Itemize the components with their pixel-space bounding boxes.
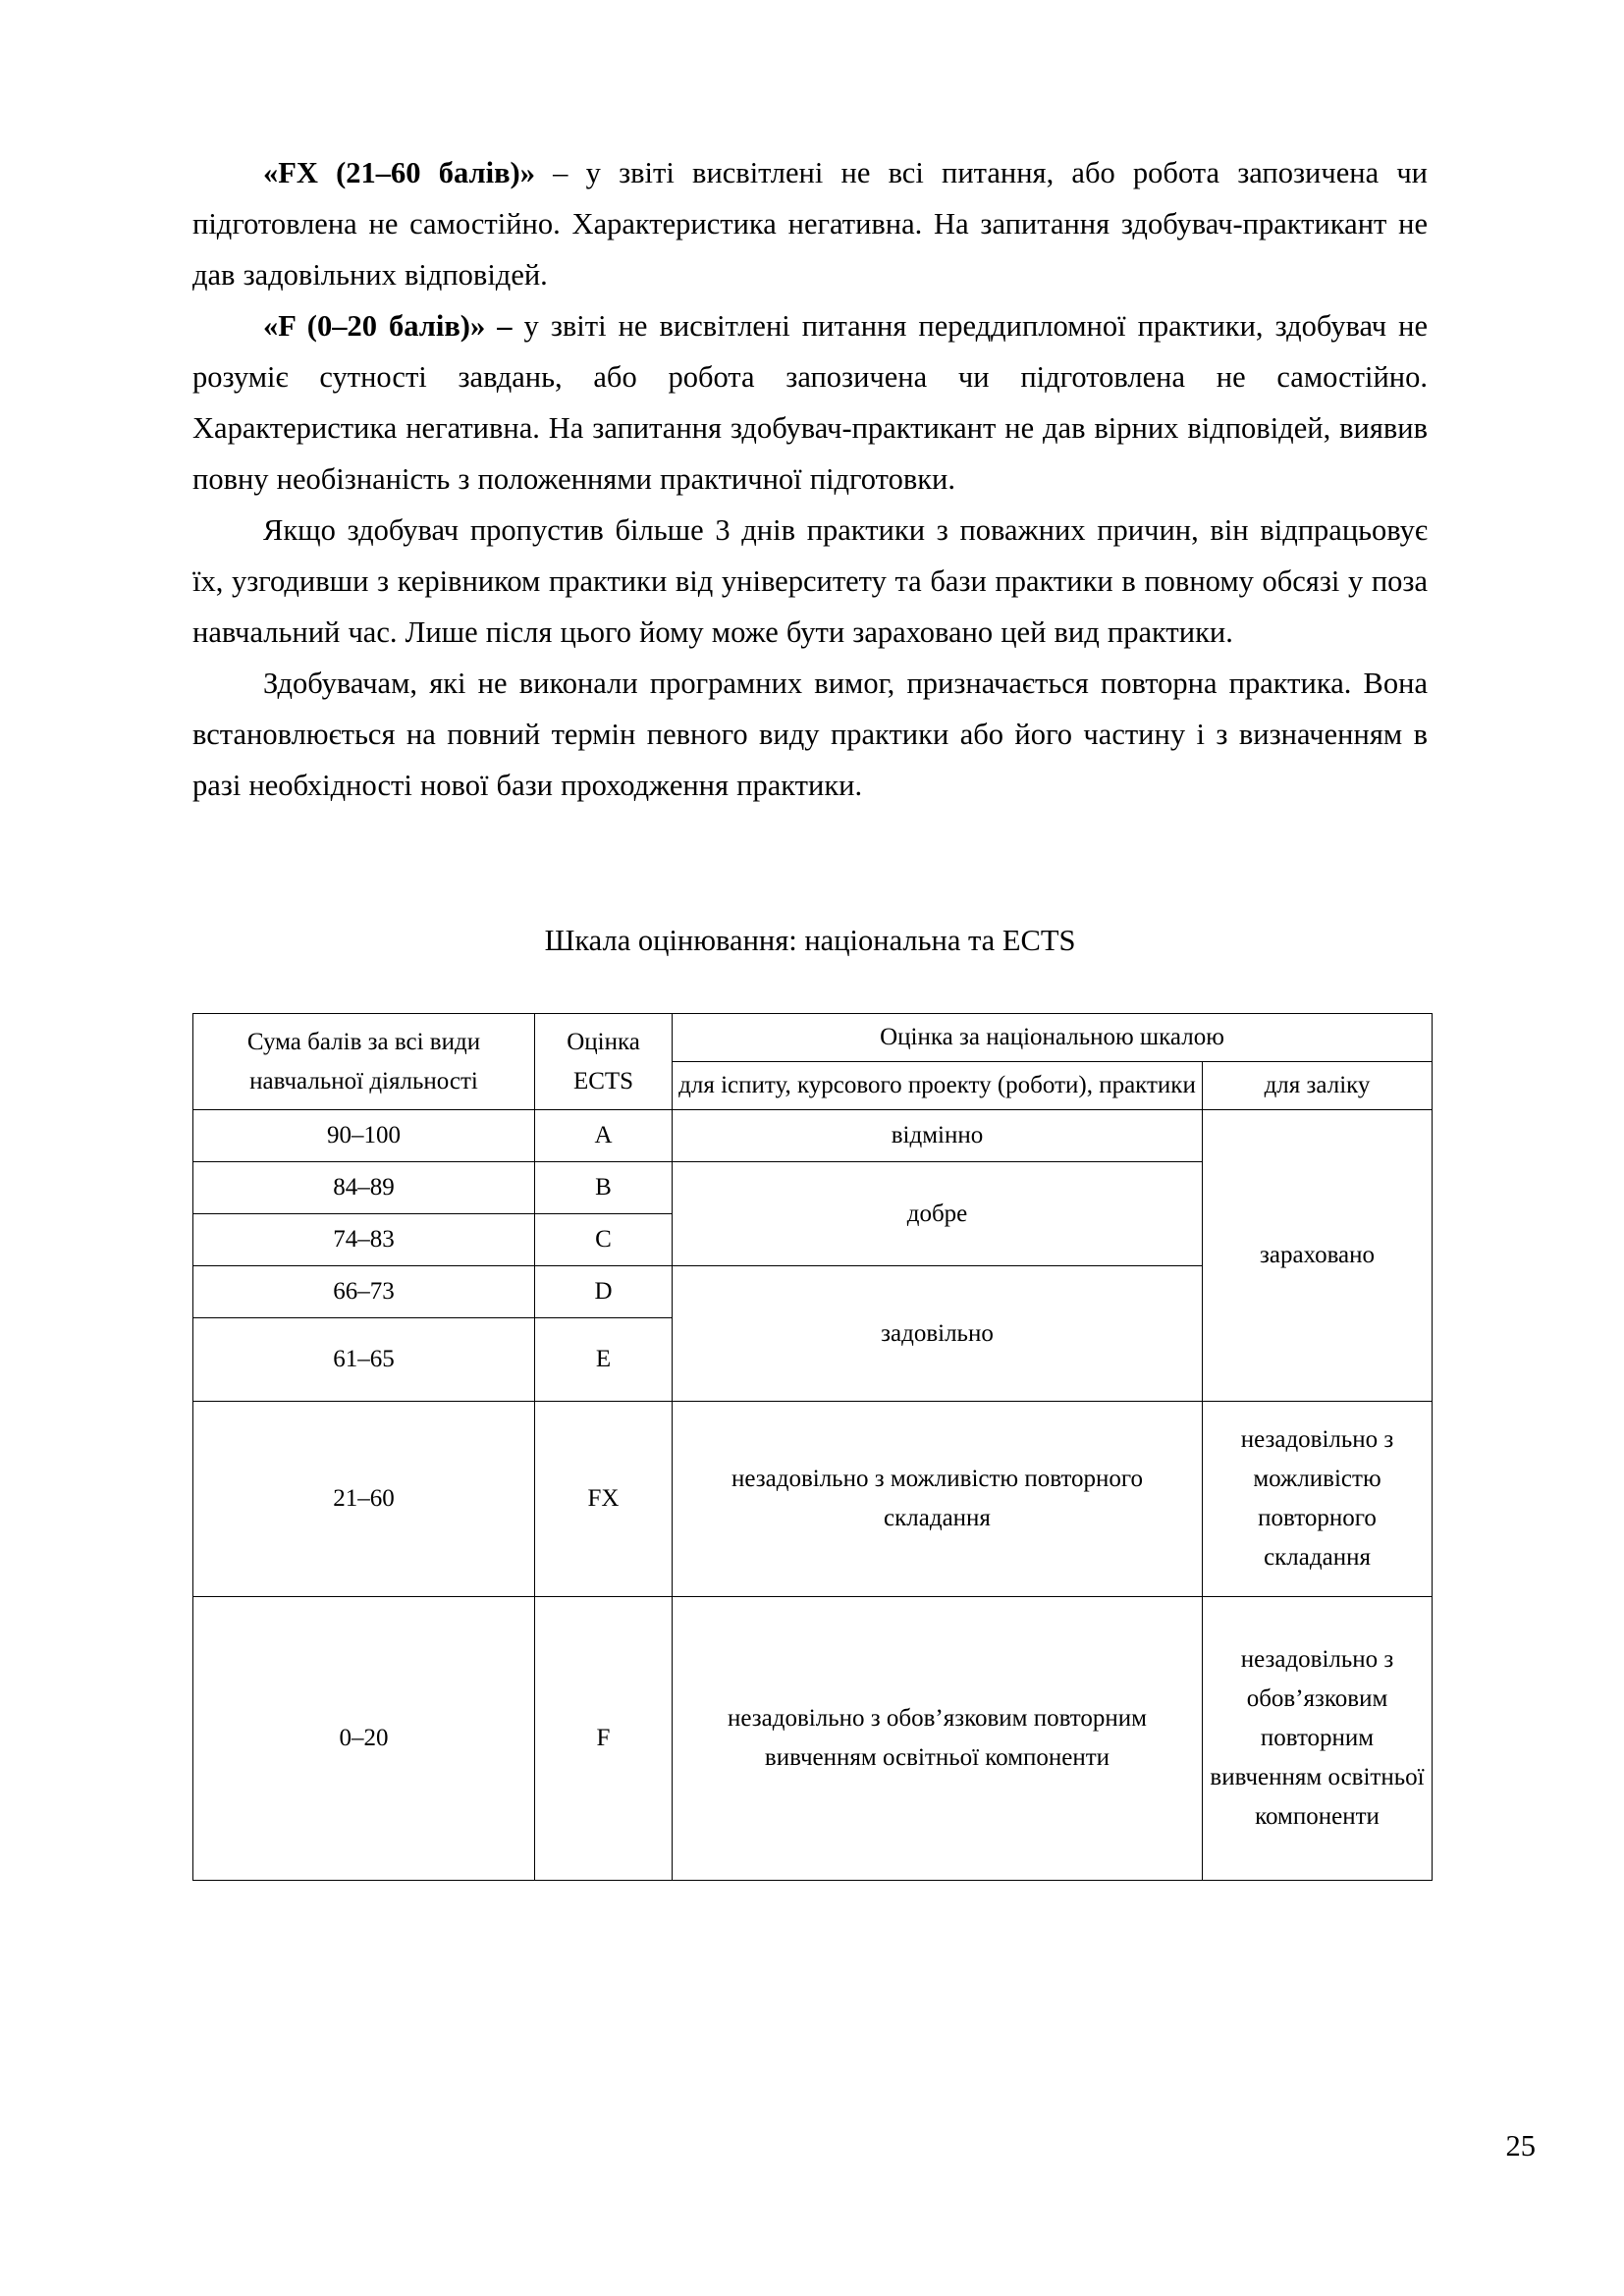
table-row [193, 1402, 1433, 1597]
cell-credit-fx: незадовільно з можливістю повторного складання [1203, 1402, 1433, 1597]
cell-score-b: 84–89 [193, 1162, 535, 1214]
body-text-block [192, 147, 1428, 811]
paragraph-fx-text: – у звіті висвітлені не всі питання, або робота запозичена чи підготовлена не самостійно. Характеристика негативна. На запитання здобувач-практикант не дав задовільних відповідей. [192, 156, 1428, 292]
paragraph-f [192, 300, 1428, 505]
cell-exam-f: незадовільно з обов’язковим повторним вивченням освітньої компоненти [673, 1597, 1203, 1881]
grading-scale-table [192, 1013, 1433, 1881]
paragraph-fx-lead: «FX (21–60 балів)» [263, 156, 535, 189]
paragraph-repeat-practice [192, 658, 1428, 811]
paragraph-f-text: у звіті не висвітлені питання переддипломної практики, здобувач не розуміє сутності завдань, або робота запозичена чи підготовлена не самостійно. Характеристика негативна. На запитання здобувач-практикант не дав вірних відповідей, виявив повну необізнаність з положеннями практичної підготовки. [192, 309, 1429, 496]
paragraph-f-lead: «F (0–20 балів)» – [263, 309, 513, 343]
paragraph-absence-rules-text: Якщо здобувач пропустив більше 3 днів практики з поважних причин, він відпрацьовує їх, узгодивши з керівником практики від університету та бази практики в повному обсязі у поза навчальний час. Лише після цього йому може бути зараховано цей вид практики. [192, 513, 1428, 649]
cell-ects-f: F [535, 1597, 673, 1881]
header-for-credit: для заліку [1203, 1062, 1433, 1110]
cell-exam-good: добре [673, 1162, 1203, 1266]
cell-score-f: 0–20 [193, 1597, 535, 1881]
cell-score-a: 90–100 [193, 1110, 535, 1162]
cell-exam-fx: незадовільно з можливістю повторного складання [673, 1402, 1203, 1597]
table-row [193, 1110, 1433, 1162]
table-row [193, 1597, 1433, 1881]
cell-score-c: 74–83 [193, 1214, 535, 1266]
cell-score-e: 61–65 [193, 1318, 535, 1402]
cell-credit-passed: зараховано [1203, 1110, 1433, 1402]
paragraph-repeat-practice-text: Здобувачам, які не виконали програмних вимог, призначається повторна практика. Вона встановлюється на повний термін певного виду практики або його частину і з визначенням в разі необхідності нової бази проходження практики. [192, 667, 1428, 802]
table-caption: Шкала оцінювання: національна та ECTS [544, 924, 1076, 957]
cell-credit-f: незадовільно з обов’язковим повторним вивченням освітньої компоненти [1203, 1597, 1433, 1881]
paragraph-fx [192, 147, 1428, 300]
page-number: 25 [1505, 2129, 1536, 2163]
cell-exam-satisfactory: задовільно [673, 1266, 1203, 1402]
paragraph-absence-rules [192, 505, 1428, 658]
header-ects-grade: Оцінка ECTS [535, 1014, 673, 1110]
cell-ects-d: D [535, 1266, 673, 1318]
header-score-sum: Сума балів за всі види навчальної діяльності [193, 1014, 535, 1110]
cell-score-d: 66–73 [193, 1266, 535, 1318]
cell-ects-a: A [535, 1110, 673, 1162]
header-national-scale: Оцінка за національною шкалою [673, 1014, 1433, 1062]
cell-exam-excellent: відмінно [673, 1110, 1203, 1162]
cell-score-fx: 21–60 [193, 1402, 535, 1597]
cell-ects-c: C [535, 1214, 673, 1266]
header-for-exam: для іспиту, курсового проекту (роботи), практики [673, 1062, 1203, 1110]
cell-ects-fx: FX [535, 1402, 673, 1597]
cell-ects-e: E [535, 1318, 673, 1402]
cell-ects-b: B [535, 1162, 673, 1214]
table-header-row-1 [193, 1014, 1433, 1062]
